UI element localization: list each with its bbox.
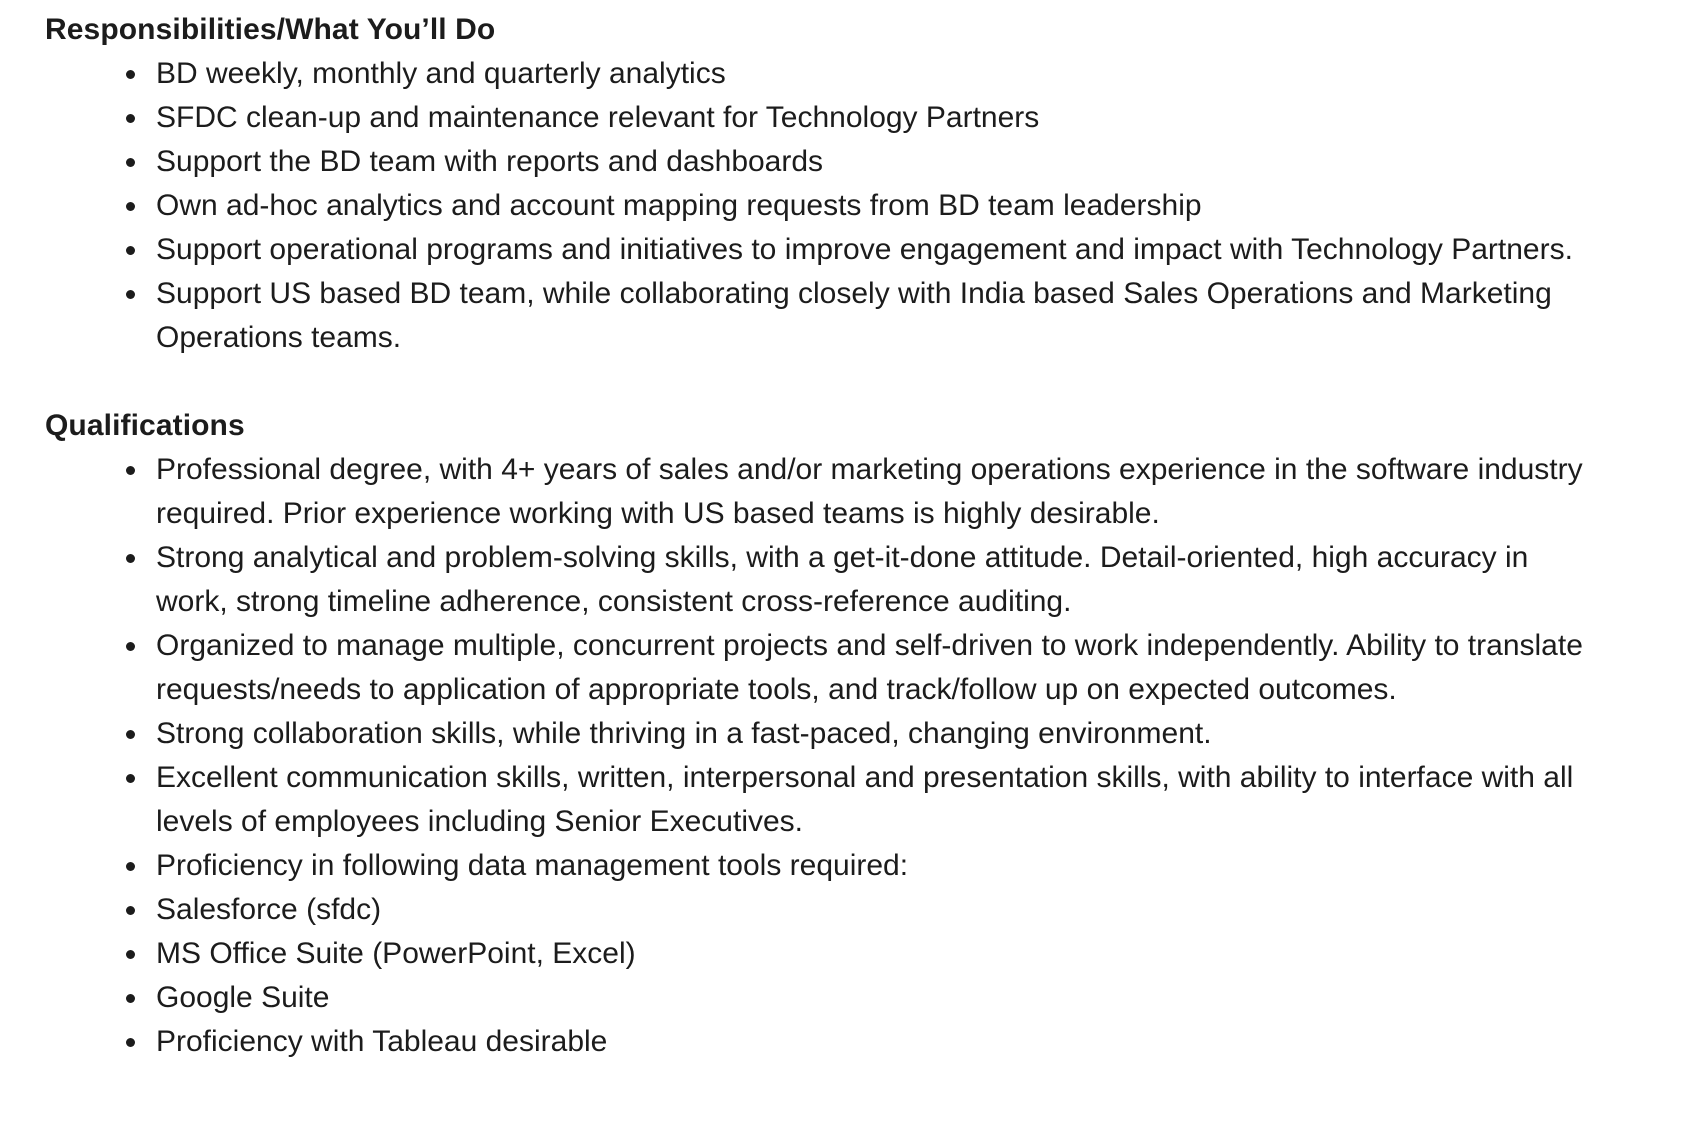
list-item: Strong analytical and problem-solving skills, with a get-it-done attitude. Detail-oriented, high accuracy in work, strong timeline adherence, consistent cross-reference auditing. bbox=[156, 536, 1595, 624]
list-item: Google Suite bbox=[156, 976, 1595, 1020]
list-item: Salesforce (sfdc) bbox=[156, 888, 1595, 932]
list-item: Support operational programs and initiatives to improve engagement and impact with Technology Partners. bbox=[156, 228, 1595, 272]
list-item: Proficiency with Tableau desirable bbox=[156, 1020, 1595, 1064]
list-item: Professional degree, with 4+ years of sales and/or marketing operations experience in the software industry required. Prior experience working with US based teams is highly desirable. bbox=[156, 448, 1595, 536]
list-item: BD weekly, monthly and quarterly analytics bbox=[156, 52, 1595, 96]
responsibilities-heading: Responsibilities/What You’ll Do bbox=[45, 13, 496, 46]
list-item: Strong collaboration skills, while thriving in a fast-paced, changing environment. bbox=[156, 712, 1595, 756]
list-item: Support US based BD team, while collaborating closely with India based Sales Operations and Marketing Operations teams. bbox=[156, 272, 1595, 360]
list-item: Support the BD team with reports and dashboards bbox=[156, 140, 1595, 184]
qualifications-list bbox=[45, 448, 1595, 1064]
list-item: Own ad-hoc analytics and account mapping requests from BD team leadership bbox=[156, 184, 1595, 228]
list-item: Excellent communication skills, written, interpersonal and presentation skills, with ability to interface with all levels of employees including Senior Executives. bbox=[156, 756, 1595, 844]
responsibilities-list bbox=[45, 52, 1595, 360]
list-item: SFDC clean-up and maintenance relevant for Technology Partners bbox=[156, 96, 1595, 140]
list-item: Organized to manage multiple, concurrent projects and self-driven to work independently. Ability to translate requests/needs to application of appropriate tools, and track/follow up on expected outcomes. bbox=[156, 624, 1595, 712]
list-item: MS Office Suite (PowerPoint, Excel) bbox=[156, 932, 1595, 976]
section-spacer bbox=[45, 360, 1686, 404]
qualifications-heading: Qualifications bbox=[45, 409, 245, 442]
list-item: Proficiency in following data management tools required: bbox=[156, 844, 1595, 888]
